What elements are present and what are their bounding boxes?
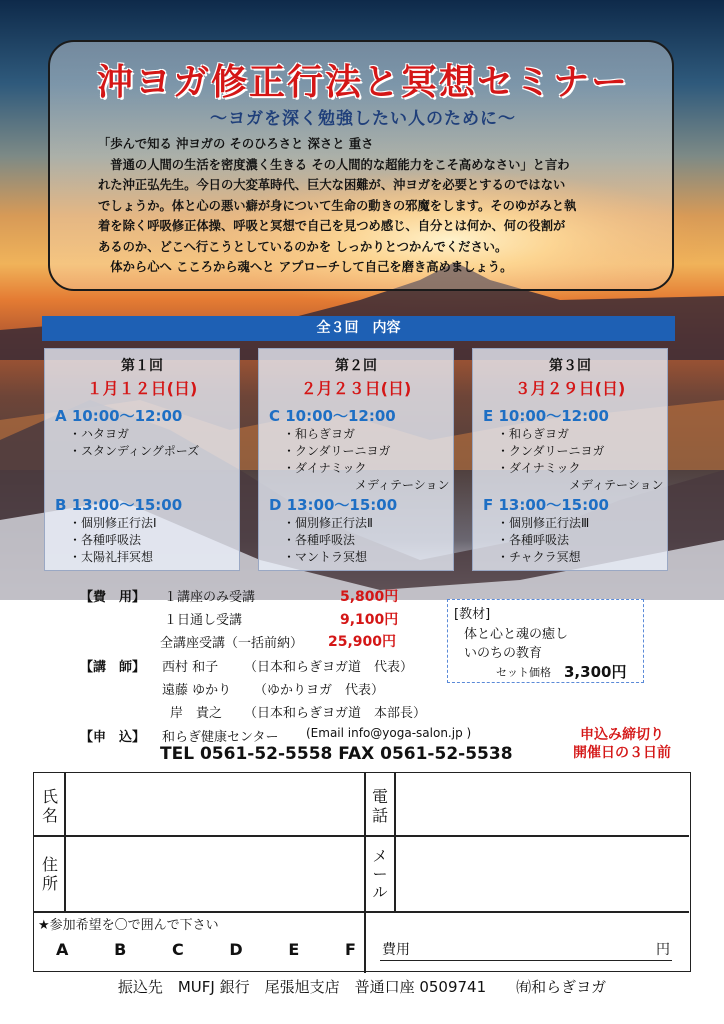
textbook-price-label: セット価格 — [496, 666, 551, 679]
intro-line: れた沖正弘先生。今日の大変革時代、巨大な困難が、沖ヨガを必要とするのではない — [98, 178, 566, 192]
fee-field[interactable] — [418, 933, 654, 959]
morning-items — [497, 426, 667, 494]
list-item: ・スタンディングポーズ — [69, 444, 200, 458]
textbook-price: 3,300円 — [564, 663, 627, 681]
option-d[interactable]: D — [229, 940, 243, 959]
list-item: ・ハタヨガ — [69, 427, 130, 441]
teacher-org: （日本和らぎヨガ道 代表） — [244, 660, 414, 675]
session-number: 第２回 — [335, 358, 377, 374]
fee-price: 9,100円 — [340, 612, 399, 628]
phone-field[interactable] — [396, 773, 688, 834]
fee-name: １日通し受講 — [164, 613, 243, 628]
textbook-title: 体と心と魂の癒し — [464, 627, 569, 642]
page-title: 沖ヨガ修正行法と冥想セミナー — [96, 61, 629, 103]
afternoon-slot: F 13:00～15:00 — [483, 496, 609, 514]
option-c[interactable]: C — [171, 940, 184, 959]
name-label: 氏名 — [41, 787, 58, 825]
intro-line: あるのか、どこへ行こうとしているのかを しっかりとつかんでください。 — [98, 239, 508, 254]
list-item-continued — [69, 460, 239, 477]
morning-items — [283, 426, 453, 494]
deadline-notice — [556, 726, 688, 762]
page-subtitle: ～ヨガを深く勉強したい人のために～ — [210, 109, 516, 129]
teacher-name: 岸 貴之 — [170, 706, 223, 721]
session-date: ３月２９日(日) — [514, 379, 626, 398]
fee-label: 【費 用】 — [80, 590, 146, 605]
morning-slot: C 10:00～12:00 — [269, 407, 396, 425]
textbook-box — [447, 599, 644, 683]
list-item: ・和らぎヨガ — [283, 427, 356, 441]
session-date: ２月２３日(日) — [300, 379, 412, 398]
fee-field-label: 費用 — [382, 942, 410, 958]
title-panel — [48, 40, 674, 291]
teacher-name: 西村 和子 — [162, 660, 219, 675]
morning-items — [69, 426, 239, 494]
mail-label: メール — [372, 847, 388, 901]
teacher-org: （ゆかりヨガ 代表） — [254, 683, 385, 698]
teacher-org: （日本和らぎヨガ道 本部長） — [244, 706, 427, 721]
afternoon-slot: B 13:00～15:00 — [55, 496, 183, 514]
afternoon-items — [497, 515, 667, 566]
list-item: ・和らぎヨガ — [497, 427, 570, 441]
list-item: ・個別修正行法Ⅱ — [283, 516, 373, 530]
session-card-1 — [44, 348, 240, 571]
phone-label: 電話 — [371, 787, 388, 825]
session-options — [56, 940, 356, 959]
intro-line: でしょうか。体と心の悪い癖が身について生命の動きの邪魔をします。そのゆがみと執 — [98, 198, 577, 213]
list-item: ・ダイナミック — [283, 461, 367, 475]
list-item: ・各種呼吸法 — [283, 533, 356, 547]
deadline-title: 申込み締切り — [580, 727, 664, 743]
apply-org: 和らぎ健康センター — [162, 730, 279, 745]
session-card-3 — [472, 348, 668, 571]
session-date: １月１２日(日) — [86, 379, 198, 398]
morning-slot: E 10:00～12:00 — [483, 407, 609, 425]
apply-email: (Email info@yoga-salon.jp ) — [306, 726, 472, 740]
list-item: ・ダイナミック — [497, 461, 581, 475]
session-card-2 — [258, 348, 454, 571]
intro-line: 「歩んで知る 沖ヨガの そのひろさと 深さと 重さ — [98, 137, 374, 151]
intro-line: 体から心へ こころから魂へと アプローチして自己を磨き高めましょう。 — [98, 260, 513, 274]
list-item-continued: メディテーション — [355, 478, 450, 492]
list-item-continued: メディテーション — [569, 478, 664, 492]
address-field[interactable] — [66, 837, 363, 910]
option-f[interactable]: F — [345, 940, 356, 959]
list-item: ・チャクラ冥想 — [497, 550, 581, 564]
list-item: ・各種呼吸法 — [497, 533, 570, 547]
textbook-label: [教材] — [454, 607, 491, 622]
intro-line: 普通の人間の生活を密度濃く生きる その人間的な超能力をこそ高めなさい」と言わ — [98, 157, 570, 172]
option-e[interactable]: E — [288, 940, 300, 959]
list-item: ・太陽礼拝冥想 — [69, 550, 154, 564]
fee-unit: 円 — [656, 942, 670, 958]
content-header: 全３回 内容 — [42, 316, 675, 341]
apply-label: 【申 込】 — [80, 730, 146, 745]
name-field[interactable] — [66, 773, 363, 834]
apply-phone-fax: TEL 0561-52-5558 FAX 0561-52-5538 — [160, 744, 513, 764]
teacher-label: 【講 師】 — [80, 660, 146, 675]
list-item: ・クンダリーニヨガ — [497, 444, 605, 458]
deadline-detail: 開催日の３日前 — [573, 745, 671, 761]
textbook-subtitle: いのちの教育 — [464, 646, 543, 661]
afternoon-items — [283, 515, 453, 566]
fee-name: 全講座受講（一括前納） — [160, 636, 304, 651]
list-item: ・マントラ冥想 — [283, 550, 368, 564]
morning-slot: A 10:00～12:00 — [55, 407, 183, 425]
circle-instruction: ★参加希望を〇で囲んで下さい — [38, 918, 219, 933]
address-label: 住所 — [41, 855, 58, 893]
list-item: ・個別修正行法Ⅰ — [69, 516, 157, 530]
bank-info: 振込先 MUFJ 銀行 尾張旭支店 普通口座 0509741 ㈲和らぎヨガ — [117, 978, 607, 996]
session-number: 第１回 — [121, 358, 163, 374]
fee-price: 25,900円 — [328, 634, 397, 650]
afternoon-items — [69, 515, 239, 566]
application-form — [33, 772, 691, 972]
afternoon-slot: D 13:00～15:00 — [269, 496, 398, 514]
option-a[interactable]: A — [56, 940, 69, 959]
option-b[interactable]: B — [114, 940, 127, 959]
list-item: ・クンダリーニヨガ — [283, 444, 391, 458]
fee-name: １講座のみ受講 — [164, 590, 256, 605]
fee-price: 5,800円 — [340, 589, 399, 605]
teacher-name: 遠藤 ゆかり — [162, 683, 232, 698]
intro-text — [98, 134, 638, 278]
intro-line: 着を除く呼吸修正体操、呼吸と冥想で自己を見つめ感じ、自分とは何か、何の役割が — [98, 219, 566, 233]
list-item: ・個別修正行法Ⅲ — [497, 516, 590, 530]
session-number: 第３回 — [549, 358, 591, 374]
list-item: ・各種呼吸法 — [69, 533, 142, 547]
mail-field[interactable] — [396, 837, 688, 910]
